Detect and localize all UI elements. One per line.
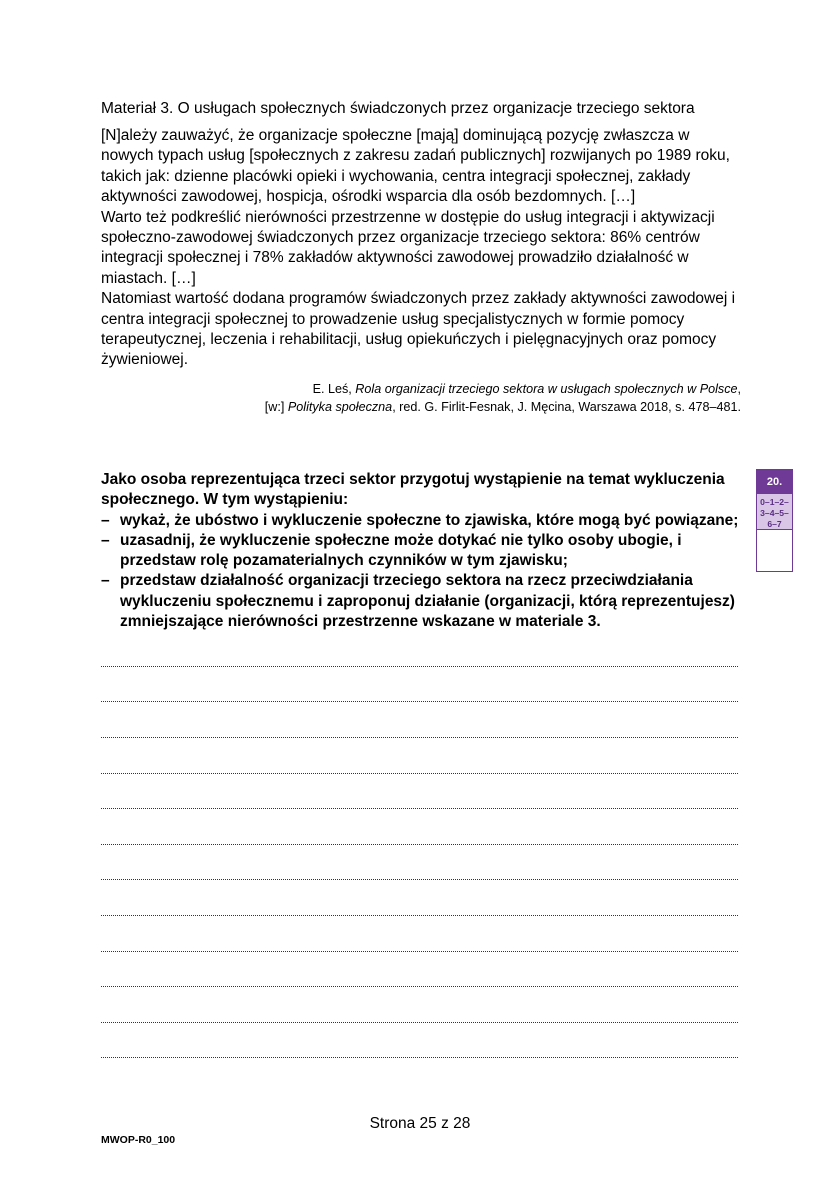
answer-line[interactable] bbox=[101, 802, 738, 809]
task-bullet-text: uzasadnij, że wykluczenie społeczne może dotykać nie tylko osoby ubogie, i przedstaw rolę pozamaterialnych czynników w tym zjawisku; bbox=[120, 531, 682, 570]
quote-paragraph-3: Natomiast wartość dodana programów świadczonych przez zakłady aktywności zawodowej i centra integracji społecznej to prowadzenie usług specjalistycznych w formie pomocy terapeutycznej, leczenia i rehabilitacji, usług opiekuńczych i pielęgnacyjnych oraz pomocy żywieniowej. bbox=[101, 290, 736, 369]
task-intro: Jako osoba reprezentująca trzeci sektor przygotuj wystąpienie na temat wykluczenia społecznego. W tym wystąpieniu: bbox=[101, 471, 725, 509]
task-instructions bbox=[101, 470, 751, 632]
exam-code: MWOP-R0_100 bbox=[101, 1134, 176, 1146]
source-citation bbox=[101, 380, 741, 416]
answer-line[interactable] bbox=[101, 980, 738, 987]
answer-line[interactable] bbox=[101, 1016, 738, 1023]
citation-title: Rola organizacji trzeciego sektora w usługach społecznych w Polsce bbox=[355, 382, 738, 396]
dash-marker: – bbox=[101, 531, 110, 549]
answer-line[interactable] bbox=[101, 695, 738, 702]
page-number: Strona 25 z 28 bbox=[369, 1115, 471, 1132]
task-bullet-list bbox=[101, 511, 751, 633]
answer-line[interactable] bbox=[101, 767, 738, 774]
citation-prefix: [w:] bbox=[264, 400, 288, 414]
answer-line[interactable] bbox=[101, 945, 738, 952]
answer-line[interactable] bbox=[101, 660, 738, 667]
task-bullet-text: wykaż, że ubóstwo i wykluczenie społeczne to zjawiska, które mogą być powiązane; bbox=[120, 511, 739, 529]
task-bullet-text: przedstaw działalność organizacji trzeciego sektora na rzecz przeciwdziałania wykluczeniu społecznemu i zaproponuj działanie (organizacji, którą reprezentujesz) zmniejszające nierówności przestrzenne wskazane w materiale 3. bbox=[120, 572, 735, 631]
dash-marker: – bbox=[101, 572, 110, 590]
answer-line[interactable] bbox=[101, 873, 738, 880]
dash-marker: – bbox=[101, 511, 110, 529]
answer-line[interactable] bbox=[101, 731, 738, 738]
points-line: 0–1–2– bbox=[760, 497, 789, 507]
score-box bbox=[756, 469, 793, 572]
answer-line[interactable] bbox=[101, 1051, 738, 1058]
citation-author: E. Leś, bbox=[312, 382, 356, 396]
answer-line[interactable] bbox=[101, 909, 738, 916]
quote-paragraph-2: Warto też podkreślić nierówności przestrzenne w dostępie do usług integracji i aktywizacji społeczno-zawodowej świadczonych przez organizacje trzeciego sektora: 86% centrów integracji społecznej i 78% zakładów aktywności zawodowej prowadziło działalność w miastach. […] bbox=[101, 208, 715, 287]
score-points-scale bbox=[757, 494, 792, 530]
task-bullet bbox=[101, 511, 751, 531]
quote-paragraph-1: [N]ależy zauważyć, że organizacje społeczne [mają] dominującą pozycję zwłaszcza w nowych typach usług [społecznych z zakresu zadań publicznych] rozwijanych po 1989 roku, takich jak: dzienne placówki opieki i wychowania, centra integracji społecznej, zakłady aktywności zawodowej, hospicja, ośrodki wsparcia dla osób bezdomnych. […] bbox=[101, 127, 730, 206]
task-bullet bbox=[101, 571, 751, 632]
material-quote bbox=[101, 126, 741, 371]
task-bullet bbox=[101, 531, 751, 572]
answer-line[interactable] bbox=[101, 838, 738, 845]
points-line: 3–4–5– bbox=[760, 508, 789, 518]
material-title: Materiał 3. O usługach społecznych świadczonych przez organizacje trzeciego sektora bbox=[101, 100, 695, 117]
citation-book-title: Polityka społeczna bbox=[287, 400, 393, 414]
citation-publication: , red. G. Firlit-Fesnak, J. Męcina, Warszawa 2018, s. 478–481. bbox=[392, 400, 741, 414]
task-number: 20. bbox=[757, 470, 792, 494]
citation-punct: , bbox=[737, 382, 741, 396]
points-line: 6–7 bbox=[767, 519, 782, 529]
